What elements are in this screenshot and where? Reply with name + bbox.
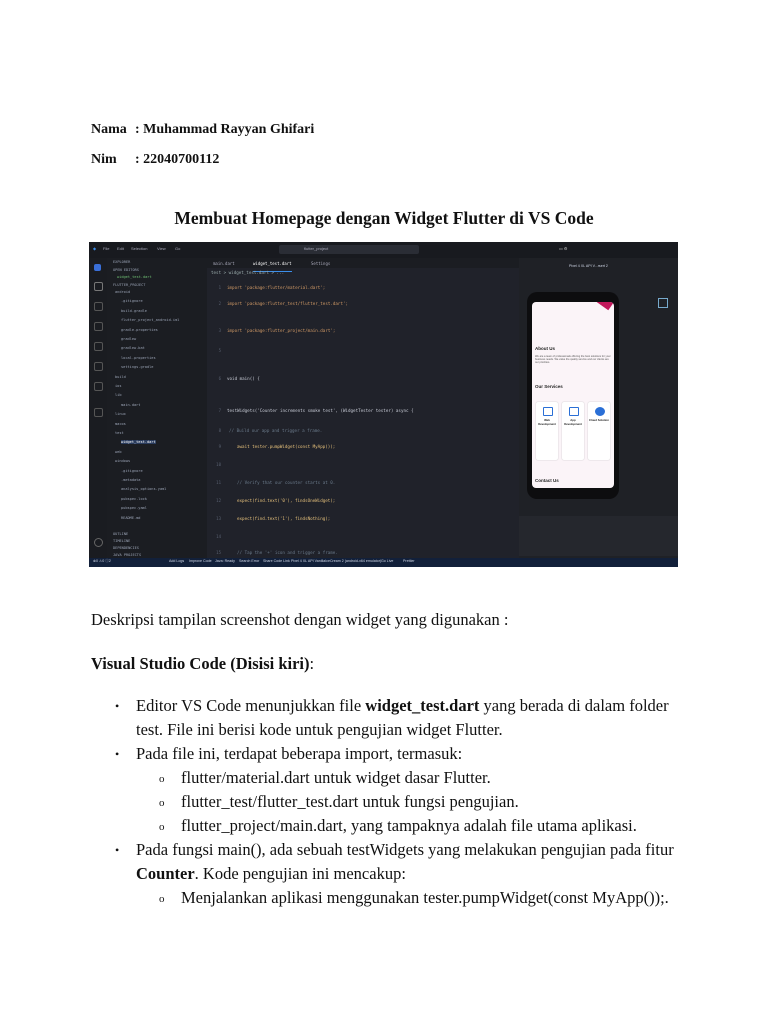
file-tree-item: .gitignore bbox=[121, 468, 143, 473]
b1-bold: widget_test.dart bbox=[365, 696, 480, 715]
file-tree-item: main.dart bbox=[121, 402, 141, 407]
nim-label: Nim bbox=[91, 152, 117, 167]
settings-gear-icon bbox=[94, 538, 103, 547]
sub-list bbox=[136, 766, 691, 838]
line-number: 3 bbox=[218, 328, 221, 333]
sub-list bbox=[136, 886, 691, 910]
b1-text: Editor VS Code menunjukkan file bbox=[136, 696, 366, 715]
editor-tabbar bbox=[207, 258, 519, 268]
tab-widget-test: widget_test.dart bbox=[253, 261, 292, 272]
service-card-web bbox=[536, 402, 558, 460]
line-number: 11 bbox=[216, 480, 221, 485]
menu-selection: Selection bbox=[131, 246, 148, 251]
file-tree-item: web bbox=[115, 449, 122, 454]
code-line: expect(find.text('0'), findsOneWidget); bbox=[237, 498, 336, 503]
list-item bbox=[136, 838, 691, 910]
code-line: import 'package:flutter_project/main.dart'; bbox=[227, 328, 336, 333]
student-id-line bbox=[91, 152, 219, 168]
file-tree-item: pubspec.lock bbox=[121, 496, 147, 501]
name-label: Nama bbox=[91, 122, 127, 137]
bullet-list bbox=[91, 694, 691, 910]
account-icon bbox=[94, 264, 101, 271]
status-item: Pixel 4 XL API VanillaIceCream 2 (android-x64 emulator) bbox=[291, 559, 382, 563]
file-tree-item: .metadata bbox=[121, 478, 141, 482]
service-card-cloud bbox=[588, 402, 610, 460]
file-tree-item: ios bbox=[115, 384, 122, 388]
b3-text-end: . Kode pengujian ini mencakup: bbox=[194, 864, 406, 883]
vscode-logo-icon: ◆ bbox=[93, 246, 97, 251]
project-header: FLUTTER_PROJECT bbox=[113, 283, 146, 287]
status-item: Search Error bbox=[239, 559, 260, 563]
sub-list-item: o flutter_project/main.dart, yang tampaknya adalah file utama aplikasi. bbox=[181, 814, 691, 838]
line-number: 2 bbox=[218, 301, 221, 306]
code-line: await tester.pumpWidget(const MyApp()); bbox=[237, 444, 336, 449]
vscode-titlebar bbox=[89, 242, 678, 258]
testing-icon bbox=[94, 382, 103, 391]
list-item bbox=[136, 742, 691, 838]
search-text: flutter_project bbox=[304, 246, 329, 251]
file-tree-item: widget_test.dart bbox=[121, 440, 156, 445]
sub-list-item: o flutter_test/flutter_test.dart untuk fungsi pengujian. bbox=[181, 790, 691, 814]
command-center-search bbox=[279, 245, 419, 254]
terminal-area bbox=[519, 516, 678, 556]
section-heading-colon: : bbox=[309, 654, 315, 673]
contact-title: Contact Us bbox=[535, 478, 559, 483]
line-number: 5 bbox=[218, 348, 221, 353]
file-tree-item: android bbox=[115, 290, 131, 294]
file-tree-item: gradlew bbox=[121, 337, 137, 341]
menu-edit: Edit bbox=[117, 246, 124, 251]
line-number: 13 bbox=[216, 516, 221, 521]
file-tree-item: windows bbox=[115, 459, 131, 464]
activity-bar bbox=[89, 258, 107, 558]
explorer-header: EXPLORER bbox=[113, 260, 131, 264]
sub-list-item: o Menjalankan aplikasi menggunakan tester.pumpWidget(const MyApp());. bbox=[181, 886, 691, 910]
java-projects-header: JAVA PROJECTS bbox=[113, 553, 142, 557]
sub-list-item: o flutter/material.dart untuk widget dasar Flutter. bbox=[181, 766, 691, 790]
file-tree-item: build.gradle bbox=[121, 308, 147, 313]
status-item: Java: Ready bbox=[215, 559, 235, 563]
section-heading-text: Visual Studio Code (Disisi kiri) bbox=[91, 654, 310, 673]
card-title: Web Development bbox=[538, 418, 556, 426]
line-number: 6 bbox=[218, 376, 221, 381]
breadcrumb: test > widget_test.dart > ... bbox=[211, 270, 285, 275]
tab-settings: Settings bbox=[311, 261, 331, 266]
status-item: ⊗0 ⚠0 ⓘ2 bbox=[93, 559, 111, 563]
line-number: 10 bbox=[216, 462, 221, 467]
source-control-icon bbox=[94, 322, 103, 331]
file-tree-item: README.md bbox=[121, 515, 141, 520]
line-number: 7 bbox=[218, 408, 221, 413]
extensions-icon bbox=[94, 362, 103, 371]
description-intro: Deskripsi tampilan screenshot dengan widget yang digunakan : bbox=[91, 610, 509, 629]
status-item: Improve Code bbox=[189, 559, 212, 563]
device-label: Pixel 4 XL API V...rsert 2 bbox=[569, 264, 608, 268]
open-editors-header: OPEN EDITORS bbox=[113, 268, 139, 272]
line-number: 8 bbox=[218, 428, 221, 433]
b1-text-end: yang berada di dalam folder test. File ini berisi kode untuk pengujian widget Flutter. bbox=[136, 696, 669, 739]
status-item: Share Code Link bbox=[263, 559, 290, 563]
file-tree-item: test bbox=[115, 431, 124, 435]
phone-icon bbox=[569, 407, 579, 416]
explorer-icon bbox=[94, 282, 103, 291]
explorer-sidebar bbox=[107, 258, 207, 558]
file-tree-item: local.properties bbox=[121, 355, 156, 360]
dependencies-header: DEPENDENCIES bbox=[113, 546, 139, 550]
file-tree-item: pubspec.yaml bbox=[121, 506, 147, 511]
outline-header: OUTLINE bbox=[113, 532, 129, 536]
file-tree-item: lib bbox=[115, 393, 122, 398]
section-heading bbox=[91, 652, 691, 676]
b2-text: Pada file ini, terdapat beberapa import, termasuk: bbox=[136, 744, 463, 763]
file-tree-item: flutter_project_android.iml bbox=[121, 318, 180, 323]
menu-go: Go bbox=[175, 246, 181, 251]
line-number: 1 bbox=[218, 285, 221, 290]
status-item: Add Logs bbox=[169, 559, 185, 563]
remote-icon bbox=[94, 408, 103, 417]
file-tree-item: gradle.properties bbox=[121, 327, 158, 332]
file-tree-item: gradlew.bat bbox=[121, 346, 145, 351]
debug-icon bbox=[94, 342, 103, 351]
layout-icon bbox=[658, 298, 668, 308]
menu-file: File bbox=[103, 246, 110, 251]
tab-main-dart: main.dart bbox=[213, 261, 235, 266]
list-item bbox=[136, 694, 691, 742]
code-line: expect(find.text('1'), findsNothing); bbox=[237, 516, 331, 521]
timeline-header: TIMELINE bbox=[113, 539, 131, 543]
services-title: Our Services bbox=[535, 384, 563, 389]
b3-bold: Counter bbox=[136, 864, 195, 883]
file-tree-item: .gitignore bbox=[121, 299, 143, 304]
file-tree-item: build bbox=[115, 374, 126, 379]
code-line: void main() { bbox=[227, 376, 260, 381]
code-line: // Build our app and trigger a frame. bbox=[229, 428, 323, 433]
phone-screen bbox=[532, 302, 614, 488]
cloud-icon bbox=[595, 407, 605, 416]
vscode-screenshot bbox=[89, 242, 678, 567]
code-line: import 'package:flutter/material.dart'; bbox=[227, 285, 326, 290]
file-tree-item: macos bbox=[115, 421, 126, 426]
code-line: testWidgets('Counter increments smoke test', (WidgetTester tester) async { bbox=[227, 408, 414, 413]
open-file: widget_test.dart bbox=[117, 275, 152, 279]
student-name-line bbox=[91, 122, 314, 138]
menu-view: View bbox=[157, 246, 166, 251]
about-text: We are a team of professionals offering the best solutions for your business needs. We value the quality service and our clients are our priorities. bbox=[535, 355, 611, 365]
service-card-app bbox=[562, 402, 584, 460]
nim-value: : 22040700112 bbox=[135, 152, 220, 167]
code-line: import 'package:flutter_test/flutter_test.dart'; bbox=[227, 301, 349, 306]
file-tree-item: analysis_options.yaml bbox=[121, 487, 167, 492]
code-editor bbox=[207, 258, 519, 558]
line-number: 15 bbox=[216, 550, 221, 555]
description-body bbox=[91, 608, 691, 910]
code-line: // Tap the '+' icon and trigger a frame. bbox=[237, 550, 338, 555]
file-tree-item: linux bbox=[115, 412, 126, 417]
window-buttons-icon: ▭ ⚙ bbox=[559, 246, 568, 251]
web-icon bbox=[543, 407, 553, 416]
card-title: App Development bbox=[564, 418, 582, 426]
code-line: // Verify that our counter starts at 0. bbox=[237, 480, 336, 485]
about-title: About Us bbox=[535, 346, 555, 351]
document-title: Membuat Homepage dengan Widget Flutter di VS Code bbox=[174, 208, 594, 228]
search-icon bbox=[94, 302, 103, 311]
status-item: Prettier bbox=[403, 559, 415, 563]
card-title: Cloud Solution bbox=[589, 418, 609, 422]
status-item: Go Live bbox=[381, 559, 394, 563]
debug-banner bbox=[597, 302, 614, 310]
b3-text: Pada fungsi main(), ada sebuah testWidgets yang melakukan pengujian pada fitur bbox=[136, 840, 674, 859]
line-number: 12 bbox=[216, 498, 221, 503]
status-bar bbox=[89, 558, 678, 567]
file-tree-item: settings.gradle bbox=[121, 365, 154, 370]
line-number: 9 bbox=[218, 444, 221, 449]
name-value: : Muhammad Rayyan Ghifari bbox=[135, 122, 315, 137]
line-number: 14 bbox=[216, 534, 221, 539]
